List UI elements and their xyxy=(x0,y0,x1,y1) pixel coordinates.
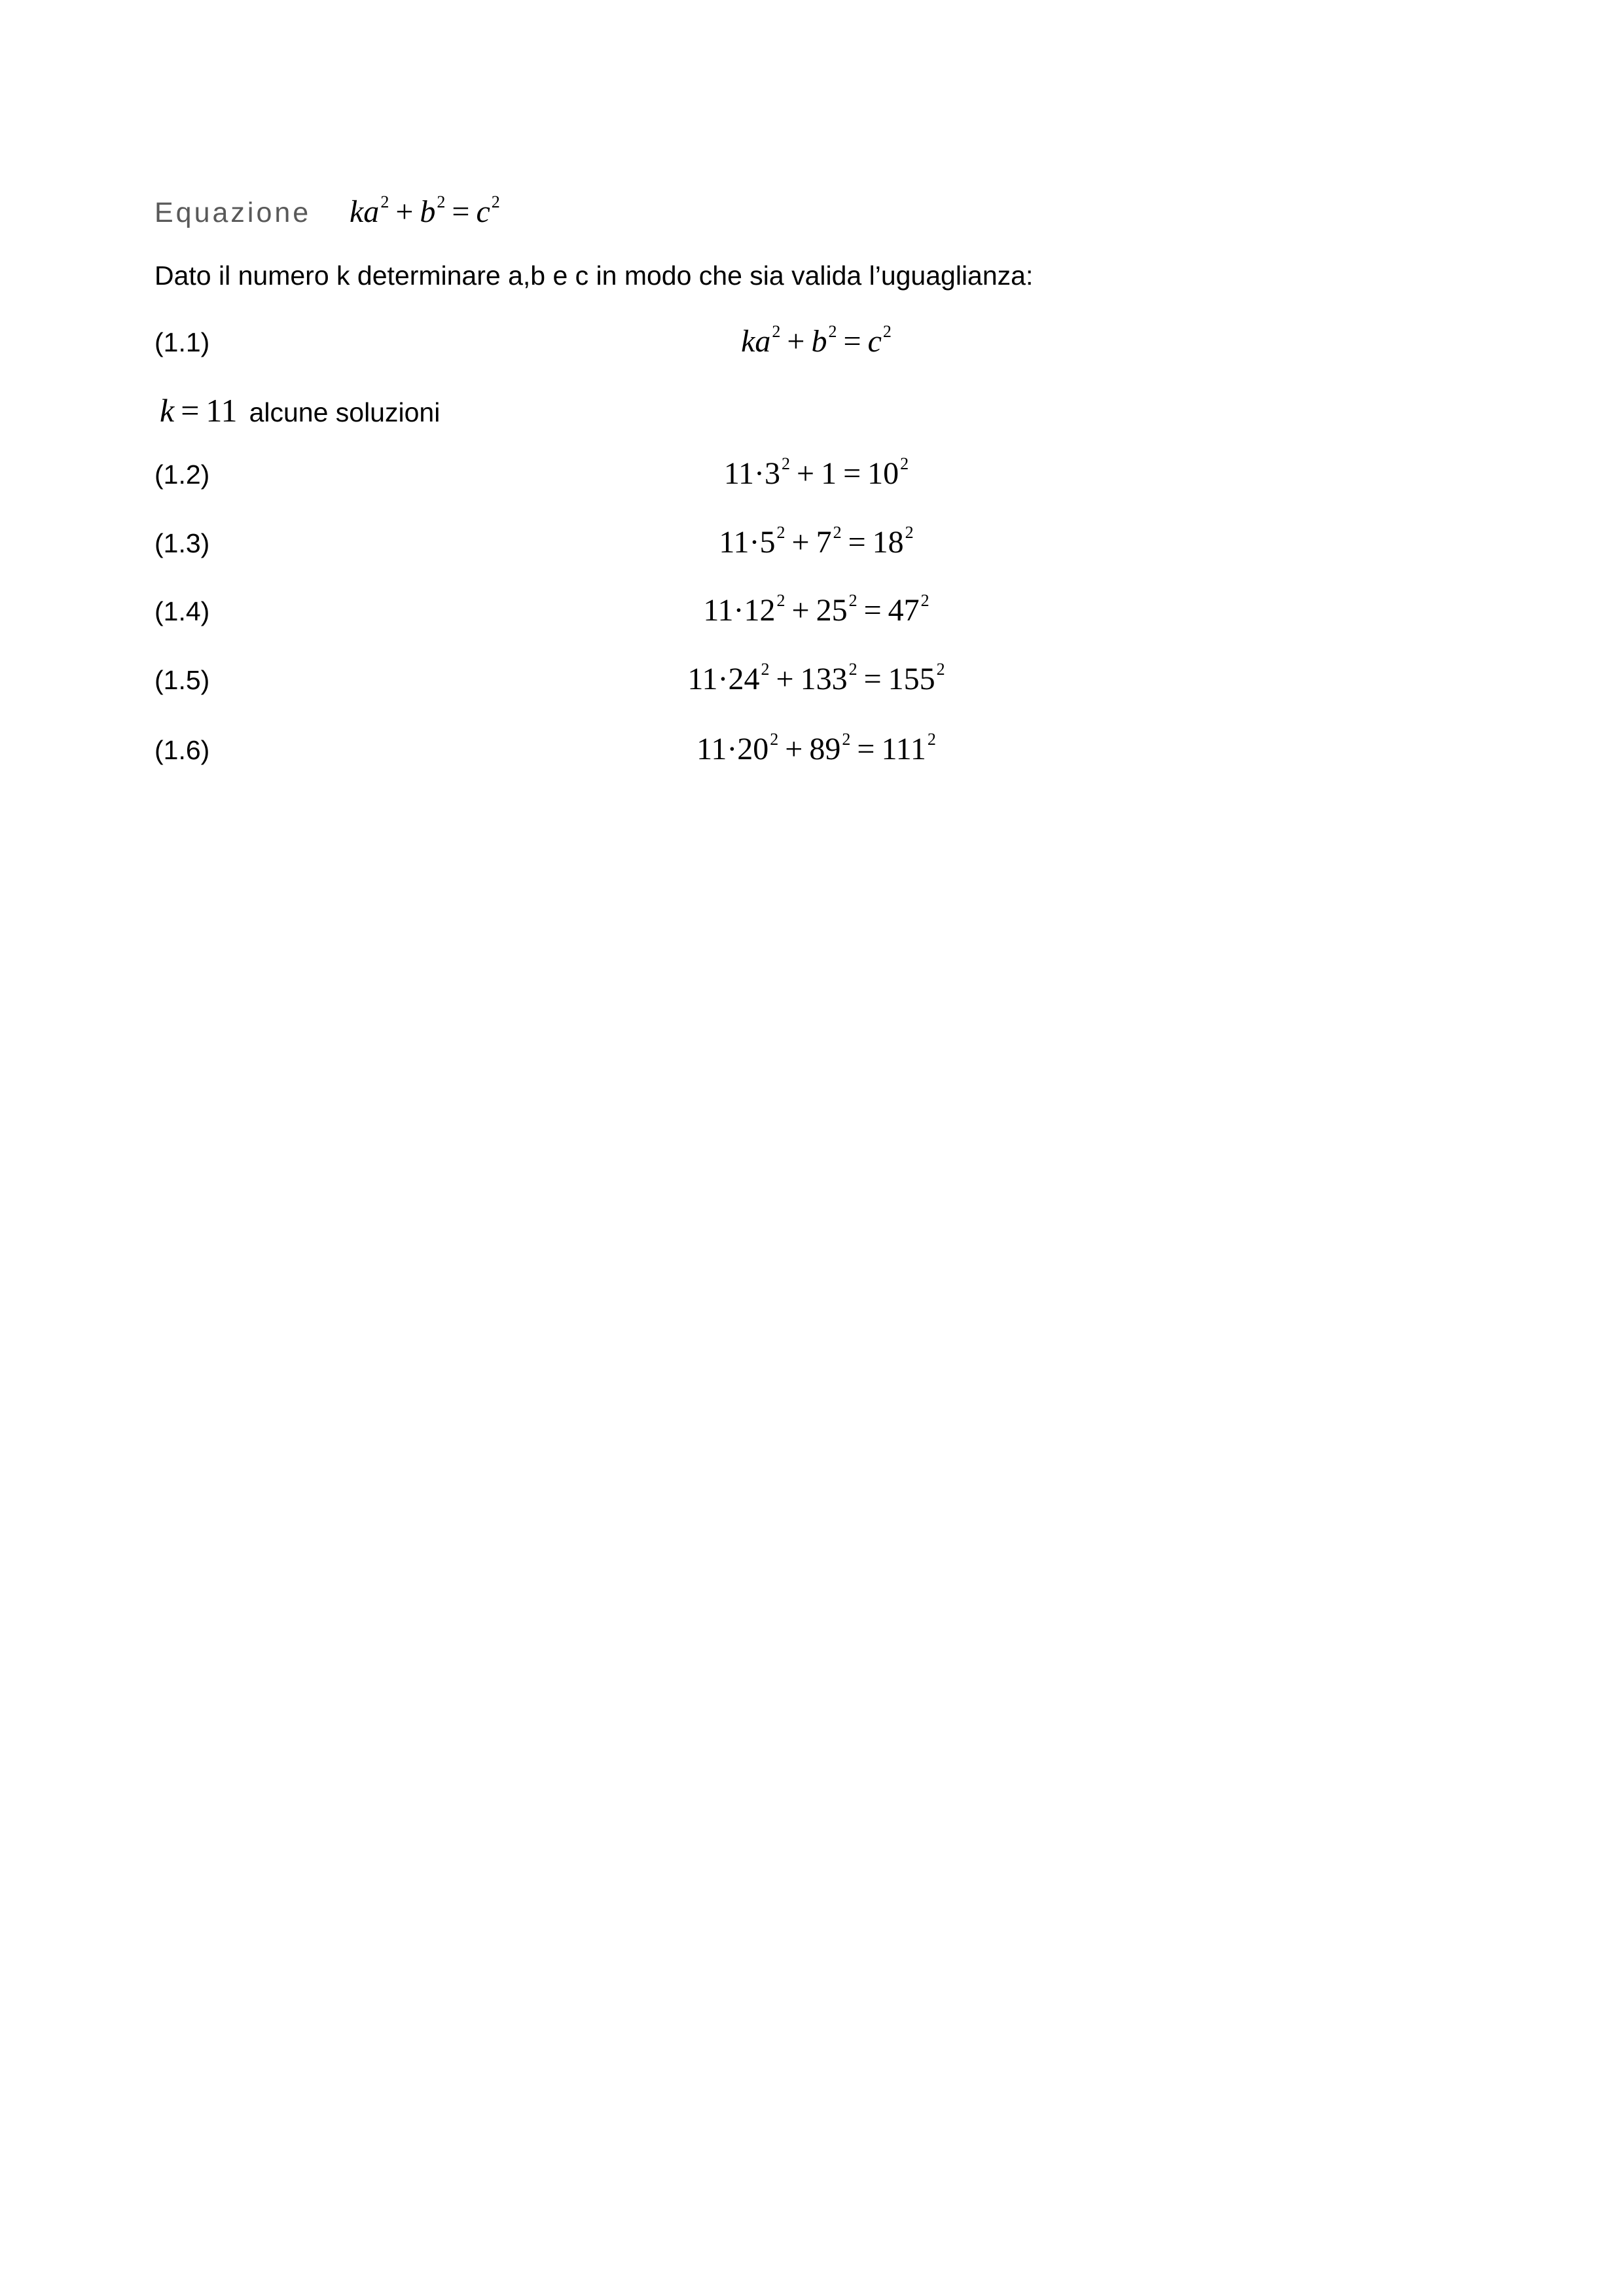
equation-label: (1.5) xyxy=(154,665,210,695)
equation-expression: $11\cdot 5^2 + 7^2 = 18^2$ xyxy=(719,523,914,560)
k-value: k = 11 xyxy=(160,392,238,429)
equation-label: (1.3) xyxy=(154,528,210,558)
equation-expression: $11\cdot 24^2 + 133^2 = 155^2$ xyxy=(687,660,945,696)
title-equation: $ka^2 + b^2 = c^2$ xyxy=(350,192,500,229)
document-title xyxy=(154,194,500,246)
equation-label: (1.2) xyxy=(154,459,210,490)
k-note: alcune soluzioni xyxy=(249,397,441,427)
equation-label: (1.6) xyxy=(154,735,210,765)
k-value-line xyxy=(160,391,440,429)
equation-expression: $11\cdot 12^2 + 25^2 = 47^2$ xyxy=(703,591,929,628)
equation-expression: $ka^2 + b^2 = c^2$ xyxy=(741,322,892,359)
equation-label: (1.1) xyxy=(154,327,210,357)
title-word: Equazione xyxy=(154,197,312,228)
equation-expression: $11\cdot 3^2 + 1 = 10^2$ xyxy=(723,454,909,491)
intro-text: Dato il numero k determinare a,b e c in modo che sia valida l’uguaglianza: xyxy=(154,260,1034,291)
equation-expression: $11\cdot 20^2 + 89^2 = 111^2$ xyxy=(696,730,936,766)
equation-label: (1.4) xyxy=(154,596,210,626)
